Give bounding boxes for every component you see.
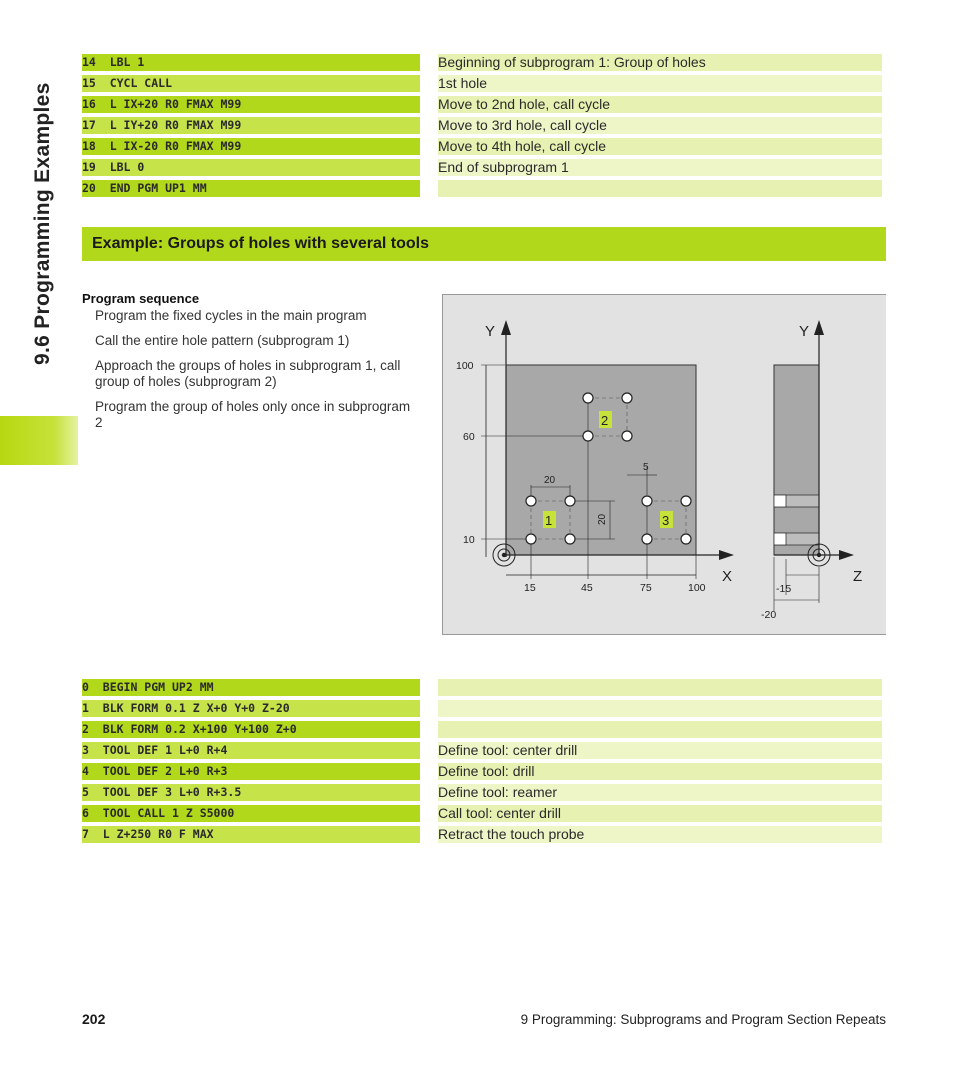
table-row [82, 826, 882, 843]
x-tick-15: 15 [524, 582, 536, 594]
nc-code: 1 BLK FORM 0.1 Z X+0 Y+0 Z-20 [82, 700, 420, 717]
hole-marker [681, 534, 691, 544]
hole-marker [681, 496, 691, 506]
chapter-side-title [22, 55, 60, 375]
nc-code: 6 TOOL CALL 1 Z S5000 [82, 805, 420, 822]
table-row [82, 679, 882, 696]
nc-code: 0 BEGIN PGM UP2 MM [82, 679, 420, 696]
table-row [82, 763, 882, 780]
y2-axis-label: Y [799, 323, 810, 340]
group-label-1: 1 [545, 513, 553, 528]
dimension-5: 5 [643, 462, 649, 473]
page-number: 202 [82, 1011, 106, 1027]
dimension-20-horizontal: 20 [544, 475, 556, 486]
nc-description: Define tool: drill [438, 763, 882, 780]
table-row [82, 117, 882, 134]
sequence-step: Program the fixed cycles in the main program [95, 308, 367, 323]
table-row [82, 96, 882, 113]
nc-description [438, 180, 882, 197]
nc-description: Retract the touch probe [438, 826, 882, 843]
y2-axis-arrow [814, 320, 824, 335]
nc-program-table-top [82, 50, 882, 201]
table-row [82, 138, 882, 155]
section-heading [82, 227, 886, 261]
table-row [82, 721, 882, 738]
workpiece-drawing [442, 294, 886, 635]
nc-code: 19 LBL 0 [82, 159, 420, 176]
nc-description: Define tool: center drill [438, 742, 882, 759]
hole-marker [622, 393, 632, 403]
sequence-step: Call the entire hole pattern (subprogram 1) [95, 333, 350, 348]
table-row [82, 700, 882, 717]
chapter-footer: 9 Programming: Subprograms and Program Section Repeats [520, 1012, 886, 1027]
y-tick-60: 60 [463, 431, 475, 443]
nc-description: Define tool: reamer [438, 784, 882, 801]
y-tick-10: 10 [463, 534, 475, 546]
z-axis-arrow [839, 550, 854, 560]
program-sequence [82, 291, 412, 431]
table-row [82, 159, 882, 176]
group-label-2: 2 [601, 413, 609, 428]
hole-marker [642, 534, 652, 544]
hole-marker [583, 431, 593, 441]
hole-marker [565, 534, 575, 544]
hole-marker [642, 496, 652, 506]
table-row [82, 75, 882, 92]
nc-description: 1st hole [438, 75, 882, 92]
z-tick-minus-15: -15 [776, 583, 792, 595]
nc-description: Move to 3rd hole, call cycle [438, 117, 882, 134]
nc-code: 5 TOOL DEF 3 L+0 R+3.5 [82, 784, 420, 801]
nc-code: 17 L IY+20 R0 FMAX M99 [82, 117, 420, 134]
nc-description [438, 700, 882, 717]
side-title-text: 9.6 Programming Examples [31, 82, 54, 365]
hole-marker [622, 431, 632, 441]
x-axis-label: X [722, 568, 733, 585]
nc-code: 16 L IX+20 R0 FMAX M99 [82, 96, 420, 113]
y-axis-arrow [501, 320, 511, 335]
nc-description: End of subprogram 1 [438, 159, 882, 176]
nc-description: Move to 2nd hole, call cycle [438, 96, 882, 113]
nc-description [438, 721, 882, 738]
hole-marker [565, 496, 575, 506]
x-axis-arrow [719, 550, 734, 560]
table-row [82, 180, 882, 197]
section-title: Example: Groups of holes with several tools [92, 235, 429, 252]
nc-description: Call tool: center drill [438, 805, 882, 822]
table-row [82, 742, 882, 759]
sequence-step: Program the group of holes only once in subprogram 2 [95, 399, 411, 430]
sequence-step: Approach the groups of holes in subprogram 1, call group of holes (subprogram 2) [95, 358, 401, 389]
workpiece-side-view [774, 365, 819, 555]
nc-description: Beginning of subprogram 1: Group of holes [438, 54, 882, 71]
hole-marker [526, 496, 536, 506]
chapter-tab-marker [0, 416, 78, 465]
y-axis-label: Y [485, 323, 496, 340]
x-tick-45: 45 [581, 582, 593, 594]
hole-marker [526, 534, 536, 544]
x-tick-75: 75 [640, 582, 652, 594]
z-axis-label: Z [853, 568, 863, 585]
nc-code: 2 BLK FORM 0.2 X+100 Y+100 Z+0 [82, 721, 420, 738]
y-tick-100: 100 [456, 360, 474, 372]
nc-code: 15 CYCL CALL [82, 75, 420, 92]
nc-code: 7 L Z+250 R0 F MAX [82, 826, 420, 843]
nc-code: 20 END PGM UP1 MM [82, 180, 420, 197]
table-row [82, 784, 882, 801]
group-label-3: 3 [662, 513, 670, 528]
nc-code: 4 TOOL DEF 2 L+0 R+3 [82, 763, 420, 780]
nc-code: 14 LBL 1 [82, 54, 420, 71]
z-tick-minus-20: -20 [761, 609, 777, 621]
table-row [82, 54, 882, 71]
x-tick-100: 100 [688, 582, 706, 594]
nc-code: 3 TOOL DEF 1 L+0 R+4 [82, 742, 420, 759]
nc-description: Move to 4th hole, call cycle [438, 138, 882, 155]
hole-marker [583, 393, 593, 403]
nc-program-table-bottom [82, 675, 882, 847]
dimension-20-vertical: 20 [597, 513, 608, 525]
nc-code: 18 L IX-20 R0 FMAX M99 [82, 138, 420, 155]
program-sequence-heading: Program sequence [82, 291, 200, 306]
nc-description [438, 679, 882, 696]
table-row [82, 805, 882, 822]
